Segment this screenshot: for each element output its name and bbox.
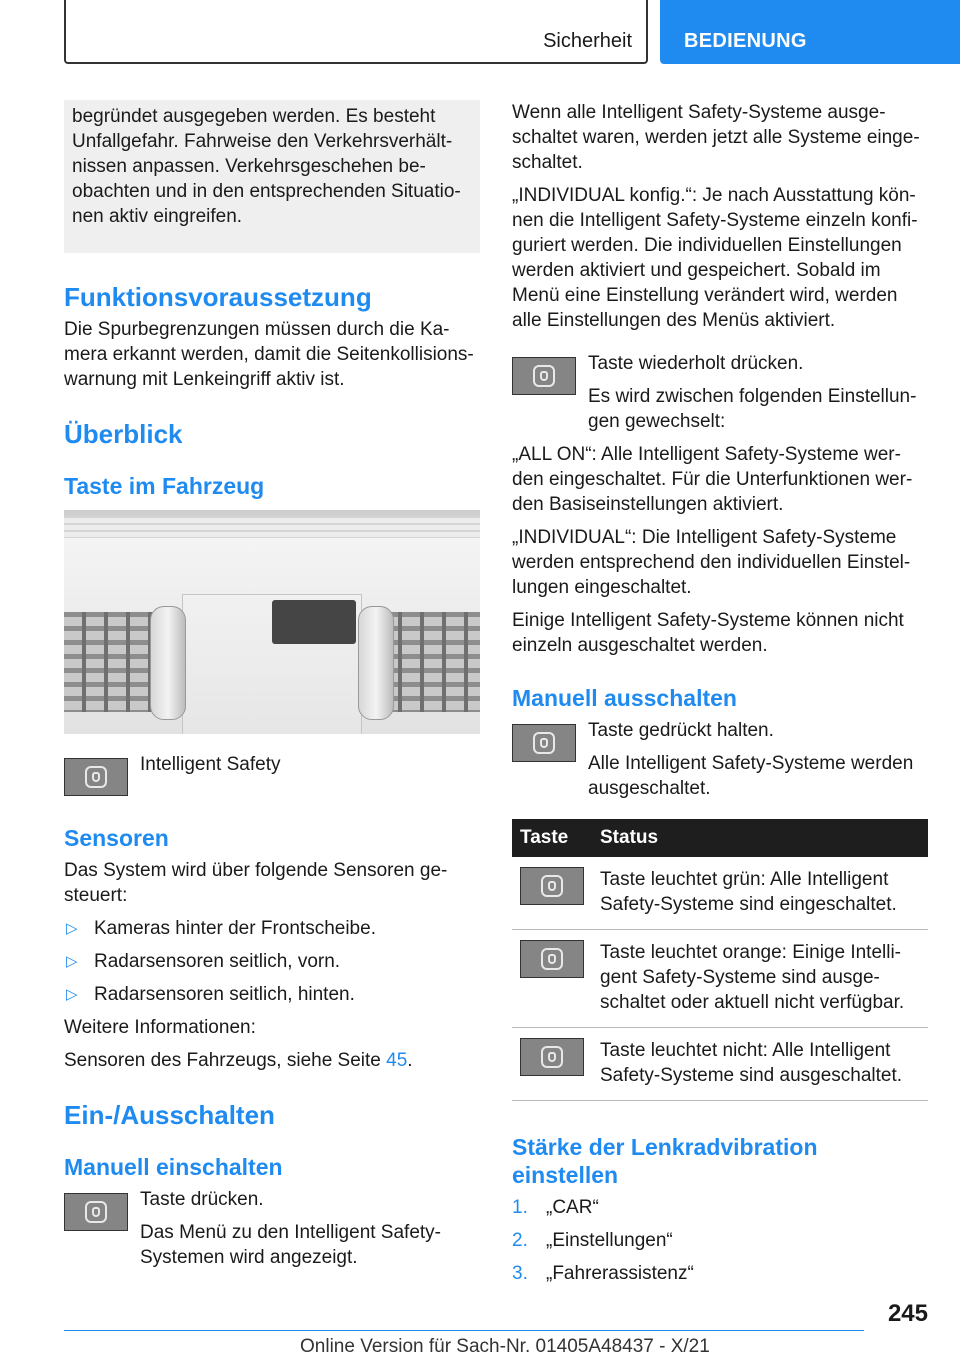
warning-line: begründet ausgegeben werden. Es besteht [72,106,436,127]
intelligent-safety-icon [533,365,555,387]
warning-line: nen aktiv eingreifen. [72,206,243,227]
vent-knob-left [150,606,186,720]
photo-trim-strip [64,516,480,538]
intelligent-safety-key [512,724,576,762]
paragraph-menue: Das Menü zu den Intelligent Safety-Systemen wird angezeigt. [140,1222,442,1268]
heading-sensoren: Sensoren [64,825,169,851]
page-reference-link[interactable]: 45 [386,1050,408,1071]
key-instruction-row [512,351,928,434]
paragraph-gedrueckt: Taste gedrückt halten. [588,720,774,741]
list-item: ▷ Kameras hinter der Frontscheibe. [66,918,376,939]
footer-divider [64,1330,864,1331]
intelligent-safety-key [64,1193,128,1231]
warning-line: nissen anpassen. Verkehrsgeschehen be- [72,156,426,177]
paragraph-wechsel: Es wird zwischen folgenden Einstellun-gen gewechselt: [588,386,917,432]
left-column [64,100,480,1278]
vehicle-button-photo [64,510,480,734]
intelligent-safety-key [520,1038,584,1076]
footer-version: Online Version für Sach-Nr. 01405A48437 - X/21 [300,1336,710,1357]
paragraph-alle-aus: Alle Intelligent Safety-Systeme werden ausgeschaltet. [588,753,914,799]
triangle-bullet-icon: ▷ [66,920,78,937]
sensor-list [64,916,480,1007]
table-row [512,930,928,1028]
key-legend-row [64,752,480,802]
heading-ein-ausschalten: Ein-/Ausschalten [64,1100,275,1130]
intelligent-safety-icon [541,875,563,897]
status-table [512,819,928,1101]
vent-knob-right [358,606,394,720]
intelligent-safety-icon [541,948,563,970]
table-row [512,857,928,930]
heading-manuell-einschalten: Manuell einschalten [64,1154,283,1180]
key-instruction-row [512,718,928,801]
intelligent-safety-button [272,600,356,644]
list-item: 3. „Fahrerassistenz“ [512,1263,694,1284]
intelligent-safety-key [512,357,576,395]
list-item: ▷ Radarsensoren seitlich, vorn. [66,951,341,972]
paragraph-all-on: „ALL ON“: Alle Intelligent Safety-Systeme wer-den eingeschaltet. Für die Unterfunktionen wer-den Basiseinstellungen aktiviert. [512,444,913,515]
air-vent-left [64,612,164,712]
paragraph-taste-druecken: Taste drücken. [140,1189,264,1210]
heading-manuell-ausschalten: Manuell ausschalten [512,685,737,711]
header-chapter-tab [660,0,960,64]
paragraph-taste-wiederholt: Taste wiederholt drücken. [588,353,804,374]
header-section-title: Sicherheit [543,30,632,52]
list-item: 2. „Einstellungen“ [512,1230,673,1251]
steps-list [512,1195,928,1286]
paragraph-weitere: Weitere Informationen: [64,1017,256,1038]
warning-line: obachten und in den entsprechenden Situatio- [72,181,461,202]
air-vent-right [380,612,480,712]
warning-box [64,100,480,253]
heading-ueberblick: Überblick [64,419,183,449]
column-header-taste: Taste [512,819,592,857]
table-row [512,1028,928,1101]
header-chapter-title: BEDIENUNG [684,30,807,52]
intelligent-safety-icon [541,1046,563,1068]
heading-funktionsvoraussetzung: Funktionsvoraussetzung [64,282,372,312]
intelligent-safety-key [64,758,128,796]
heading-staerke-lenkradvibration: Stärke der Lenkradvibration einstellen [512,1134,818,1188]
triangle-bullet-icon: ▷ [66,953,78,970]
paragraph-all-off: Wenn alle Intelligent Safety-Systeme ausge-schaltet waren, werden jetzt alle Systeme einge-schaltet. [512,102,920,173]
key-label: Intelligent Safety [140,754,281,775]
paragraph-individual-konfig: „INDIVIDUAL konfig.“: Je nach Ausstattung kön-nen die Intelligent Safety-Systeme einzeln konfi-guriert werden. Die individuellen Einstellungen werden aktiviert und gespeichert. Sobald im Menü eine Einstellung verändert wird, werden alle Einstellungen des Menüs aktiviert. [512,185,918,331]
status-cell: Taste leuchtet orange: Einige Intelli-gent Safety-Systeme sind ausge-schaltet oder aktuell nicht verfügbar. [592,930,928,1028]
intelligent-safety-icon [533,732,555,754]
status-cell: Taste leuchtet nicht: Alle Intelligent Safety-Systeme sind ausgeschaltet. [592,1028,928,1101]
status-cell: Taste leuchtet grün: Alle Intelligent Safety-Systeme sind eingeschaltet. [592,857,928,930]
list-item: 1. „CAR“ [512,1197,599,1218]
intelligent-safety-icon [85,766,107,788]
triangle-bullet-icon: ▷ [66,986,78,1003]
right-column [512,100,928,1294]
intelligent-safety-key [520,940,584,978]
paragraph-funktion: Die Spurbegrenzungen müssen durch die Ka-mera erkannt werden, damit die Seitenkollisions-warnung mit Lenkeingriff aktiv ist. [64,319,474,390]
paragraph-individual: „INDIVIDUAL“: Die Intelligent Safety-Systeme werden entsprechend den individuellen Einstel-lungen eingeschaltet. [512,527,911,598]
paragraph-sensoren: Das System wird über folgende Sensoren ge-steuert: [64,860,448,906]
warning-line: Unfallgefahr. Fahrweise den Verkehrsverhält- [72,131,453,152]
list-item: ▷ Radarsensoren seitlich, hinten. [66,984,355,1005]
intelligent-safety-key [520,867,584,905]
table-header-row [512,819,928,857]
intelligent-safety-icon [85,1201,107,1223]
header-section-tab [64,0,648,64]
heading-taste-im-fahrzeug: Taste im Fahrzeug [64,473,265,499]
key-instruction-row [64,1187,480,1270]
paragraph-einige: Einige Intelligent Safety-Systeme können nicht einzeln ausgeschaltet werden. [512,610,904,656]
page-number: 245 [887,1300,928,1327]
column-header-status: Status [592,819,928,857]
paragraph-reference: Sensoren des Fahrzeugs, siehe Seite 45. [64,1050,413,1071]
